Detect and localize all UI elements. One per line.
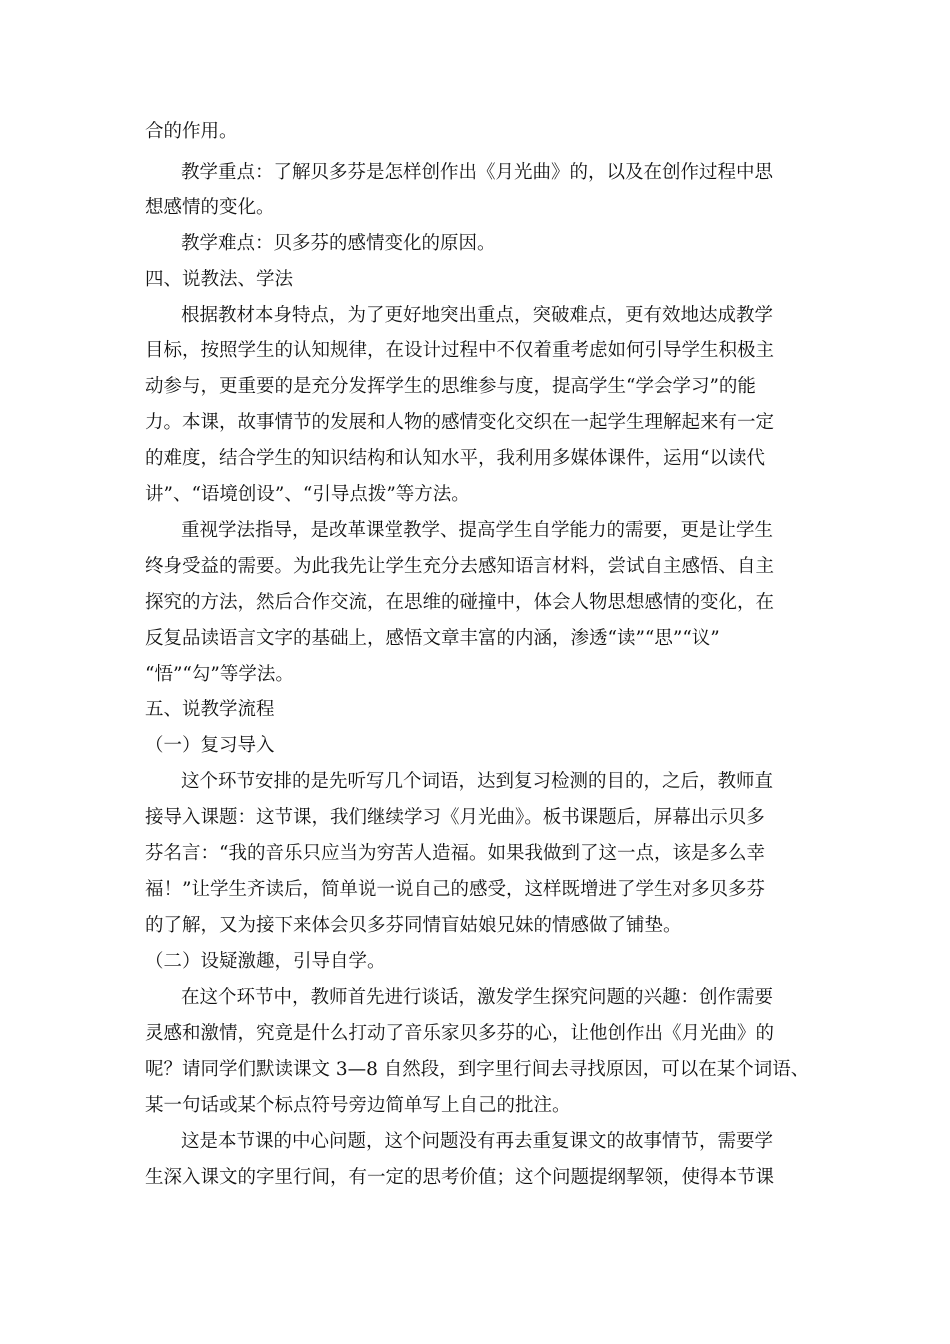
text-line: 重视学法指导，是改革课堂教学、提高学生自学能力的需要，更是让学生: [181, 520, 774, 541]
text-line: 动参与，更重要的是充分发挥学生的思维参与度，提高学生“学会学习”的能: [145, 376, 756, 397]
text-line: 灵感和激情，究竟是什么打动了音乐家贝多芬的心，让他创作出《月光曲》的: [145, 1023, 775, 1044]
text-line: 力。本课，故事情节的发展和人物的感情变化交织在一起学生理解起来有一定: [145, 412, 775, 433]
text-line: 这是本节课的中心问题，这个问题没有再去重复课文的故事情节，需要学: [181, 1131, 774, 1152]
text-line: 反复品读语言文字的基础上，感悟文章丰富的内涵，渗透“读”“思”“议”: [145, 628, 720, 649]
text-line: 呢？请同学们默读课文 3—8 自然段，到字里行间去寻找原因，可以在某个词语、: [145, 1059, 810, 1080]
text-line: 某一句话或某个标点符号旁边简单写上自己的批注。: [145, 1095, 571, 1116]
text-line: 在这个环节中，教师首先进行谈话，激发学生探究问题的兴趣：创作需要: [181, 987, 774, 1008]
text-line: 探究的方法，然后合作交流，在思维的碰撞中，体会人物思想感情的变化，在: [145, 592, 775, 613]
text-line: 福！”让学生齐读后，简单说一说自己的感受，这样既增进了学生对多贝多芬: [145, 879, 765, 900]
text-line: 教学难点：贝多芬的感情变化的原因。: [181, 233, 496, 254]
text-line: 芬名言：“我的音乐只应当为穷苦人造福。如果我做到了这一点，该是多么幸: [145, 843, 765, 864]
section-heading: 五、说教学流程: [145, 699, 275, 720]
section-heading: 四、说教法、学法: [145, 269, 294, 290]
text-line: 终身受益的需要。为此我先让学生充分去感知语言材料，尝试自主感悟、自主: [145, 556, 775, 577]
text-line: 合的作用。: [145, 121, 238, 142]
subsection-heading: （一）复习导入: [145, 735, 275, 756]
text-line: 的难度，结合学生的知识结构和认知水平，我利用多媒体课件，运用“以读代: [145, 448, 765, 469]
text-line: 这个环节安排的是先听写几个词语，达到复习检测的目的，之后，教师直: [181, 771, 774, 792]
text-line: 讲”、“语境创设”、“引导点拨”等方法。: [145, 484, 470, 505]
text-line: 接导入课题：这节课，我们继续学习《月光曲》。板书课题后，屏幕出示贝多: [145, 807, 765, 828]
text-line: 根据教材本身特点，为了更好地突出重点，突破难点，更有效地达成教学: [181, 305, 774, 326]
text-line: 教学重点：了解贝多芬是怎样创作出《月光曲》的，以及在创作过程中思: [181, 162, 774, 183]
text-line: 想感情的变化。: [145, 197, 275, 218]
text-line: 的了解，又为接下来体会贝多芬同情盲姑娘兄妹的情感做了铺垫。: [145, 915, 682, 936]
text-line: 生深入课文的字里行间，有一定的思考价值；这个问题提纲挈领，使得本节课: [145, 1167, 775, 1188]
subsection-heading: （二）设疑激趣，引导自学。: [145, 951, 386, 972]
text-line: “悟”“勾”等学法。: [145, 664, 294, 685]
text-line: 目标，按照学生的认知规律，在设计过程中不仅着重考虑如何引导学生积极主: [145, 340, 775, 361]
